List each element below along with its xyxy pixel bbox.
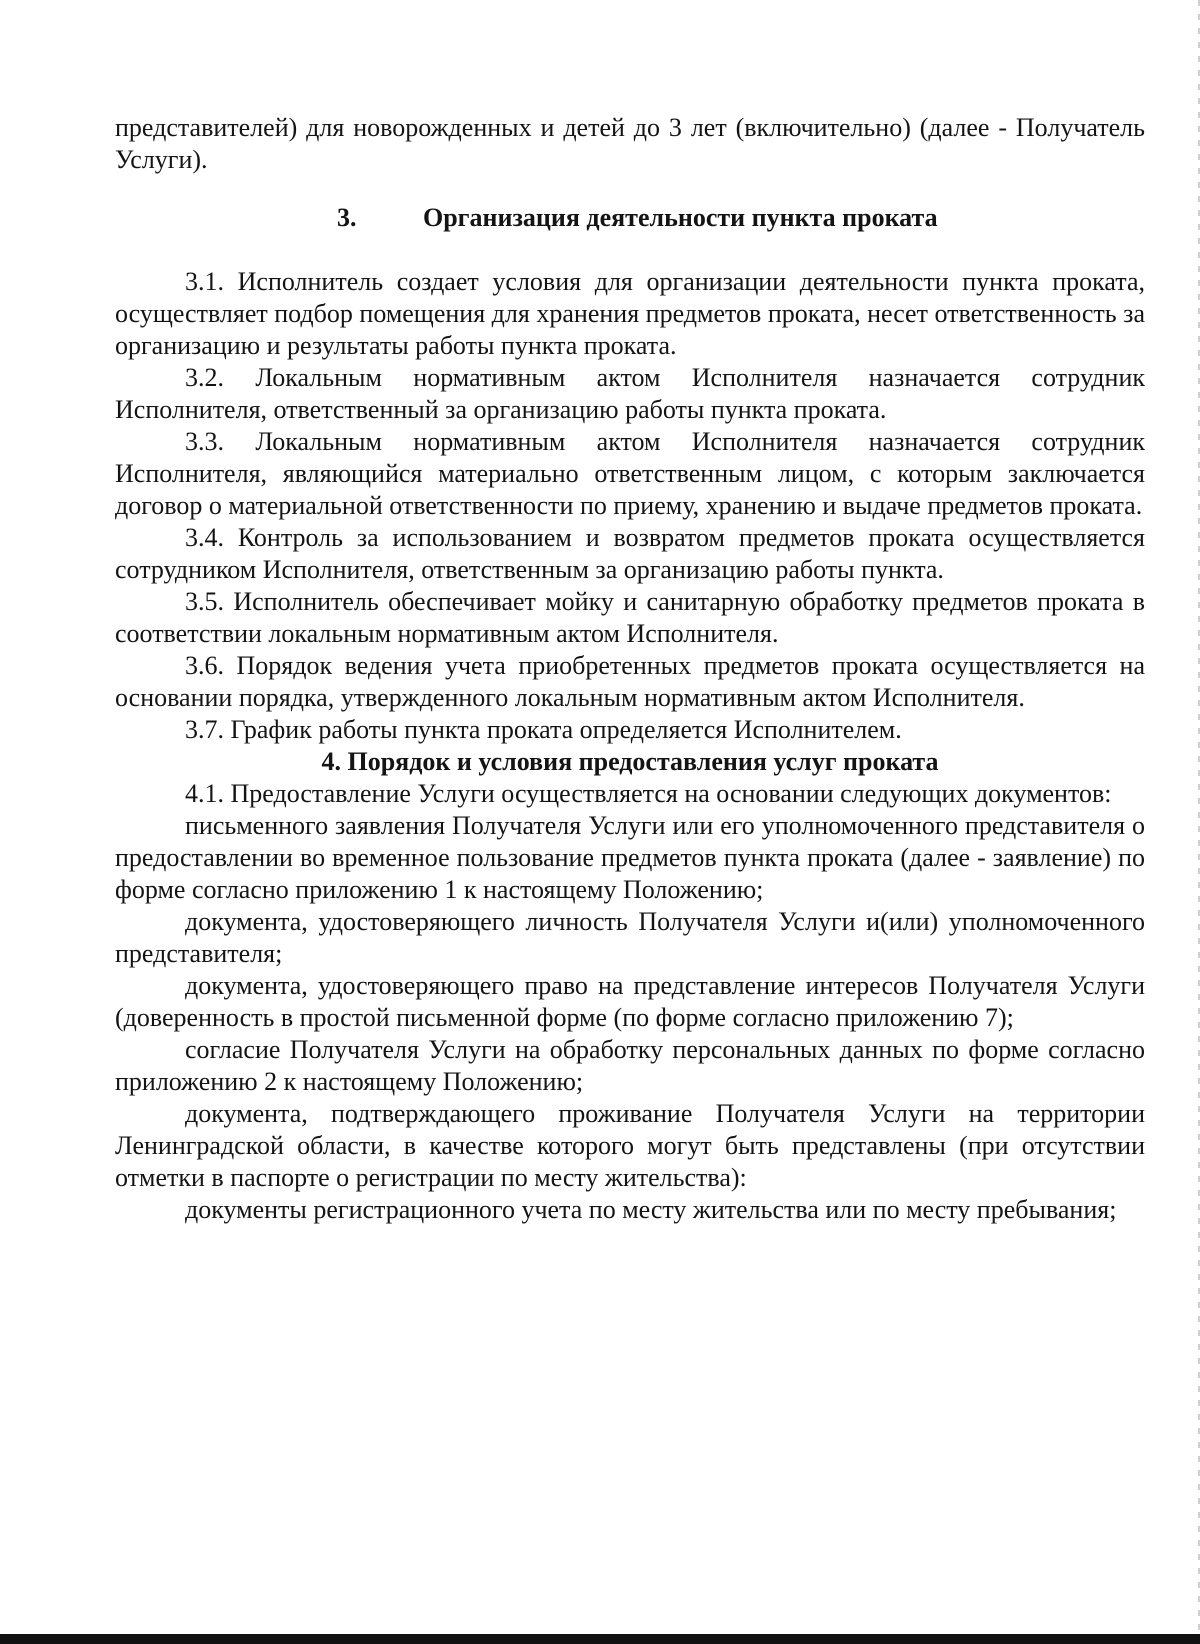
clause-4-1: 4.1. Предоставление Услуги осуществляется на основании следующих документов: — [185, 779, 1112, 808]
section-3-number: 3. — [337, 203, 357, 232]
intro-paragraph: представителей) для новорожденных и детей до 3 лет (включительно) (далее - Получатель Услуги). — [115, 113, 1145, 174]
list-item-personal-data-consent: согласие Получателя Услуги на обработку персональных данных по форме согласно приложению 2 к настоящему Положению; — [115, 1035, 1145, 1096]
clause-3-4: 3.4. Контроль за использованием и возвратом предметов проката осуществляется сотрудником Исполнителя, ответственным за организацию работы пункта. — [115, 523, 1145, 584]
document-body — [115, 112, 1145, 1226]
clause-3-2: 3.2. Локальным нормативным актом Исполнителя назначается сотрудник Исполнителя, ответственный за организацию работы пункта проката. — [115, 363, 1145, 424]
clause-3-5: 3.5. Исполнитель обеспечивает мойку и санитарную обработку предметов проката в соответствии локальным нормативным актом Исполнителя. — [115, 587, 1145, 648]
section-3-title: Организация деятельности пункта проката — [423, 203, 938, 232]
list-item-residence-proof: документа, подтверждающего проживание Получателя Услуги на территории Ленинградской области, в качестве которого могут быть представлены (при отсутствии отметки в паспорте о регистрации по месту жительства): — [115, 1099, 1145, 1192]
clause-3-7: 3.7. График работы пункта проката определяется Исполнителем. — [185, 715, 902, 744]
clause-3-1: 3.1. Исполнитель создает условия для организации деятельности пункта проката, осуществляет подбор помещения для хранения предметов проката, несет ответственность за организацию и результаты работы пункта проката. — [115, 267, 1145, 360]
clause-3-6: 3.6. Порядок ведения учета приобретенных предметов проката осуществляется на основании порядка, утвержденного локальным нормативным актом Исполнителя. — [115, 651, 1145, 712]
list-item-application: письменного заявления Получателя Услуги или его уполномоченного представителя о предоставлении во временное пользование предметов пункта проката (далее - заявление) по форме согласно приложению 1 к настоящему Положению; — [115, 811, 1145, 904]
list-item-registration-documents: документы регистрационного учета по месту жительства или по месту пребывания; — [185, 1195, 1117, 1224]
list-item-identity-document: документа, удостоверяющего личность Получателя Услуги и(или) уполномоченного представителя; — [115, 907, 1145, 968]
list-item-power-of-attorney: документа, удостоверяющего право на представление интересов Получателя Услуги (доверенность в простой письменной форме (по форме согласно приложению 7); — [115, 971, 1145, 1032]
section-4-title: 4. Порядок и условия предоставления услуг проката — [321, 747, 939, 776]
section-3-heading — [115, 202, 1145, 234]
clause-3-3: 3.3. Локальным нормативным актом Исполнителя назначается сотрудник Исполнителя, являющийся материально ответственным лицом, с которым заключается договор о материальной ответственности по приему, хранению и выдаче предметов проката. — [115, 427, 1145, 520]
scan-bottom-edge — [0, 1634, 1200, 1644]
